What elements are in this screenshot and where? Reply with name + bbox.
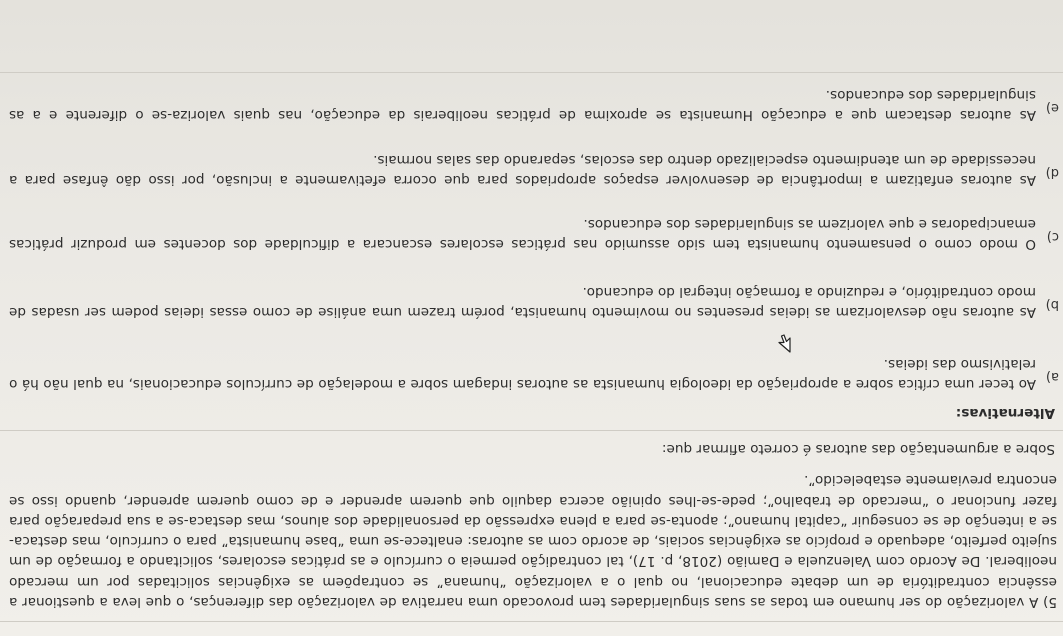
mouse-pointer-icon	[777, 333, 791, 353]
alternative-letter: e)	[1045, 100, 1059, 115]
alternative-text: Ao tecer uma crítica sobre a apropriação da ideologia humanista as autoras indagam sobre a modelação de currículos educacionais, na qual não há o relativismo das ideias.	[9, 355, 1036, 392]
alternative-text: As autoras destacam que a educação Humanista se aproxima de práticas neoliberais da educação, nas quais valoriza-se o diferente e a as singularidades dos educandos.	[9, 86, 1036, 123]
alternative-text: As autoras não desvalorizam as ideias presentes no movimento humanista, porém trazem uma análise de como essas ideias podem ser usadas de modo contraditório, e reduzindo a formação integral do educando.	[9, 283, 1036, 320]
question-text: 5) A valorização do ser humano em todas as suas singularidades tem provocado uma narrativa de valorização das diferenças, o que leva a questionar a essência contraditória de um debate educacional, no qual o a valorização “humana” se contrapõem as exigências solicitadas por um mercado neoliberal. De Acordo com Valenzuela e Damião (2018, p. 17), tal contradição permeia o currículo e as práticas escolares, solicitando a formação de um sujeito perfeito, adequado e propício as exigências sociais, de acordo com as autoras: enaltece-se uma “base humanista” para o currículo, mas destaca-se a intenção de se conseguir “capital humano”; aponta-se para a plena expressão da personalidade dos alunos, mas destaca-se a sua preparação para fazer funcionar o “mercado de trabalho”; pede-se-lhes opinião acerca daquilo que querem aprender e de como querem aprender, quando isso se encontra previamente estabelecido”.	[9, 472, 1057, 610]
question-prompt: Sobre a argumentação das autoras é correto afirmar que:	[661, 441, 1055, 457]
alternative-letter: b)	[1045, 297, 1059, 312]
alternatives-title: Alternativas:	[955, 405, 1055, 421]
alternative-text: As autoras enfatizam a importância de desenvolver espaços apropriados para que ocorra efetivamente a inclusão, por isso dão ênfase para a necessidade de um atendimento especializado dentro das escolas, separando das salas normais.	[9, 151, 1036, 188]
section-divider	[0, 430, 1063, 431]
bottom-divider	[0, 72, 1063, 73]
top-divider	[0, 621, 1063, 622]
alternative-letter: d)	[1045, 165, 1059, 180]
alternative-text: O modo como o pensamento humanista tem sido assumido nas práticas escolares escancara a dificuldade dos docentes em produzir práticas emancipadoras e que valorizem as singularidades dos educandos.	[9, 215, 1036, 252]
alternative-letter: c)	[1046, 229, 1059, 244]
alternative-letter: a)	[1045, 369, 1059, 384]
